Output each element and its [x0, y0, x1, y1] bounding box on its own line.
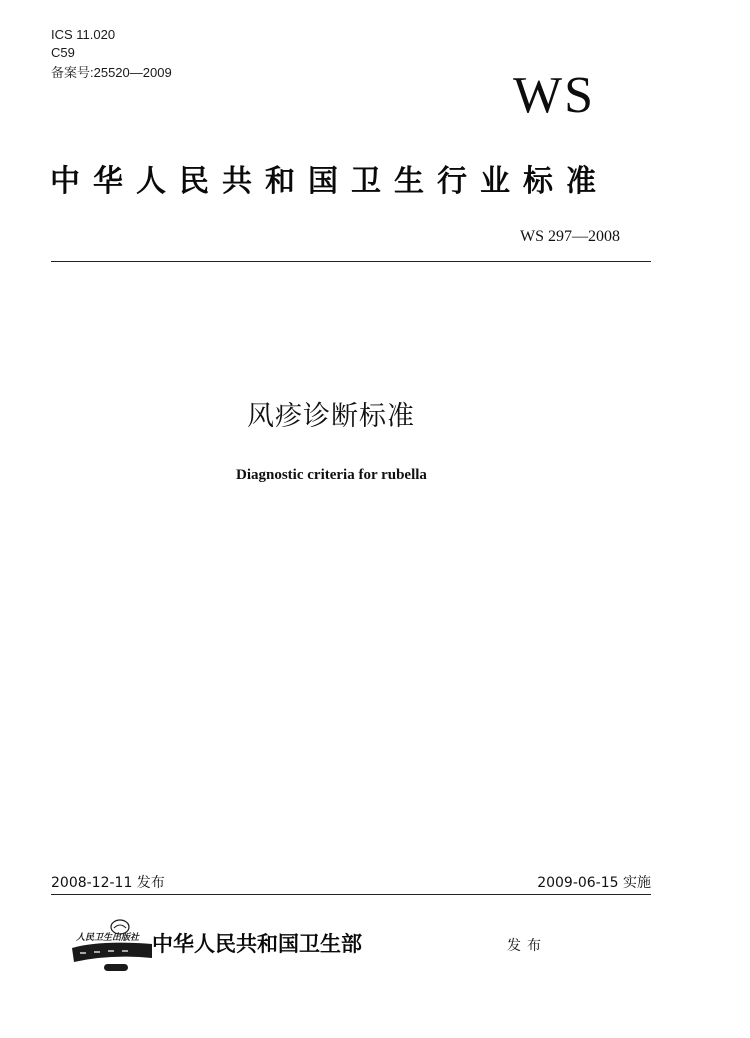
implementation-date: 2009-06-15 实施 — [537, 875, 651, 891]
document-title-chinese: 风疹诊断标准 — [247, 401, 415, 432]
standard-number: WS 297—2008 — [520, 228, 620, 245]
issue-date: 2008-12-11 发布 — [51, 875, 165, 891]
issue-label: 发布 — [507, 938, 547, 954]
industry-standard-title: 中华人民共和国卫生行业标准 — [50, 164, 609, 199]
issuing-authority: 中华人民共和国卫生部 — [152, 931, 362, 956]
clc-code: C59 — [51, 45, 75, 60]
publisher-logo-lettering: 人民卫生出版社 — [76, 933, 140, 943]
ics-code: ICS 11.020 — [51, 27, 116, 42]
bottom-divider — [51, 894, 651, 895]
filing-number: 备案号:25520—2009 — [51, 65, 172, 80]
top-divider — [51, 261, 651, 262]
publisher-logo-icon — [70, 918, 154, 974]
document-title-english: Diagnostic criteria for rubella — [236, 467, 427, 483]
ws-logo: WS — [513, 67, 595, 124]
